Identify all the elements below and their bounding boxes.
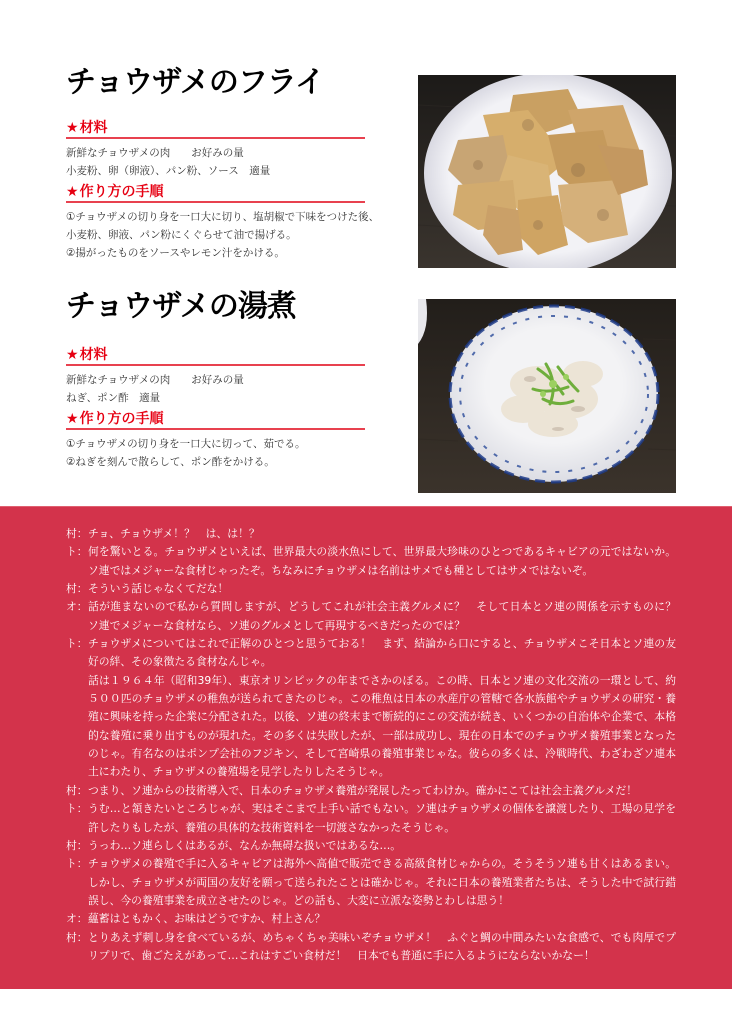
step-line: 小麦粉、卵液、パン粉にくぐらせて油で揚げる。	[66, 229, 297, 241]
step-line: ②ねぎを刻んで散らして、ポン酢をかける。	[66, 456, 275, 468]
star-icon: ★	[66, 347, 79, 363]
recipe-title: チョウザメの湯煮	[66, 289, 296, 324]
dialogue-text: チョウザメの養殖で手に入るキャビアは海外へ高値で販売できる高級食材じゃからの。そうそうソ連も甘くはあるまい。しかし、チョウザメが両国の友好を願って送られたことは確かじゃ。それに日本の養殖業者たちは、そうした中で試行錯誤し、今の養殖事業を成立させたのじゃ。どの話も、大変に立派な姿勢とわしは思う！	[88, 857, 676, 907]
speaker-label: 村：	[66, 582, 88, 596]
speaker-label: ト：	[66, 802, 88, 816]
steps-heading	[66, 183, 365, 203]
dialogue-text: うむ…と頷きたいところじゃが、実はそこまで上手い話でもない。ソ連はチョウザメの個体を譲渡したり、工場の見学を許したりもしたが、養殖の具体的な技術資料を一切渡さなかったそうじゃ。	[88, 802, 676, 834]
dialogue-line	[66, 910, 676, 928]
recipe-title: チョウザメのフライ	[66, 65, 324, 100]
dialogue-line	[66, 543, 676, 580]
materials-heading	[66, 346, 365, 366]
steps-heading-label: 作り方の手順	[79, 411, 164, 427]
materials-heading	[66, 119, 365, 139]
speaker-label: オ：	[66, 912, 88, 926]
dialogue-line	[66, 855, 676, 910]
speaker-label: オ：	[66, 600, 88, 614]
step-line: ①チョウザメの切り身を一口大に切り、塩胡椒で下味をつけた後、	[66, 211, 380, 223]
step-line: ②揚がったものをソースやレモン汁をかける。	[66, 247, 285, 259]
star-icon: ★	[66, 184, 79, 200]
dialogue-text: チョウザメについてはこれで正解のひとつと思うておる！ まず、結論から口にすると、チョウザメこそ日本とソ連の友好の絆、その象徴たる食材なんじゃ。	[88, 637, 676, 669]
dialogue-line	[66, 635, 676, 672]
speaker-label: 村：	[66, 930, 88, 944]
steps-list	[66, 208, 380, 262]
speaker-label: 村：	[66, 783, 88, 797]
steps-list	[66, 435, 366, 471]
dialogue-text: 話が進まないので私から質問しますが、どうしてこれが社会主義グルメに？ そして日本とソ連の関係を示すものに？ ソ連でメジャーな食材なら、ソ連のグルメとして再現するべきだったのでは？	[88, 600, 687, 632]
materials-list	[66, 371, 366, 407]
material-item: 新鮮なチョウザメの肉 お好みの量	[66, 147, 244, 159]
dialogue-line	[66, 800, 676, 837]
dialogue-line	[66, 929, 676, 966]
material-item: ねぎ、ポン酢 適量	[66, 392, 161, 404]
dialogue-text: 蘊蓄はともかく、お味はどうですか、村上さん？	[88, 912, 326, 926]
fried-sturgeon-photo	[418, 75, 676, 268]
material-item: 小麦粉、卵（卵液）、パン粉、ソース 適量	[66, 165, 271, 177]
speaker-label: 村：	[66, 838, 88, 852]
step-line: ①チョウザメの切り身を一口大に切って、茹でる。	[66, 438, 306, 450]
speaker-label: ト：	[66, 857, 88, 871]
speaker-label: ト：	[66, 637, 88, 651]
dialogue-text: そういう話じゃなくてだな！	[88, 582, 229, 596]
dialogue-text: チョ、チョウザメ！？ は、は！？	[88, 527, 260, 540]
materials-list	[66, 144, 366, 180]
dialogue-list	[66, 525, 687, 965]
recipe-boiled	[66, 288, 366, 471]
dialogue-line	[66, 782, 676, 800]
dialogue-text: 何を驚いとる。チョウザメといえば、世界最大の淡水魚にして、世界最大珍味のひとつであるキャビアの元ではないか。ソ連ではメジャーな食材じゃったぞ。ちなみにチョウザメは名前はサメでも種としてはサメではないぞ。	[88, 545, 676, 577]
speaker-label: 村：	[66, 527, 88, 540]
dialogue-line	[66, 598, 687, 635]
steps-heading	[66, 410, 365, 430]
speaker-label: ト：	[66, 545, 88, 559]
dialogue-line	[66, 837, 676, 855]
dialogue-panel	[0, 506, 732, 989]
dialogue-text: 話は１９６４年（昭和39年）、東京オリンピックの年までさかのぼる。この時、日本とソ連の文化交流の一環として、約５００匹のチョウザメの稚魚が送られてきたのじゃ。この稚魚は日本の水産庁の管轄で各水族館やチョウザメの研究・養殖に興味を持った企業に分配された。以後、ソ連の終末まで断続的にこの交流が続き、いくつかの自治体や企業で、本格的な養殖に乗り出すものが現れた。その多くは失敗したが、一部は成功し、現在の日本でのチョウザメ養殖事業となったのじゃ。有名なのはポンプ会社のフジキン、そして宮崎県の養殖事業じゃな。彼らの多くは、冷戦時代、わざわざソ連本土にわたり、チョウザメの養殖場を見学したりしたそうじゃ。	[88, 673, 676, 779]
dialogue-line	[66, 525, 676, 543]
boiled-sturgeon-image	[418, 299, 676, 493]
star-icon: ★	[66, 120, 79, 136]
steps-heading-label: 作り方の手順	[79, 184, 164, 200]
recipe-fry	[66, 64, 380, 262]
dialogue-text: とりあえず刺し身を食べているが、めちゃくちゃ美味いぞチョウザメ！ ふぐと鯛の中間みたいな食感で、でも肉厚でプリプリで、歯ごたえがあって…これはすごい食材だ！ 日本でも普通に手に入るようにならないかなー！	[88, 930, 676, 962]
star-icon: ★	[66, 411, 79, 427]
fried-sturgeon-image	[418, 75, 676, 268]
materials-heading-label: 材料	[79, 347, 108, 363]
dialogue-line	[66, 580, 676, 598]
materials-heading-label: 材料	[79, 120, 108, 136]
material-item: 新鮮なチョウザメの肉 お好みの量	[66, 374, 244, 386]
dialogue-text: うっわ…ソ連らしくはあるが、なんか無碍な扱いではあるな…。	[88, 838, 402, 852]
boiled-sturgeon-photo	[418, 299, 676, 493]
dialogue-text: つまり、ソ連からの技術導入で、日本のチョウザメ養殖が発展したってわけか。確かにこては社会主義グルメだ！	[88, 783, 638, 797]
dialogue-line-continuation	[66, 672, 676, 782]
